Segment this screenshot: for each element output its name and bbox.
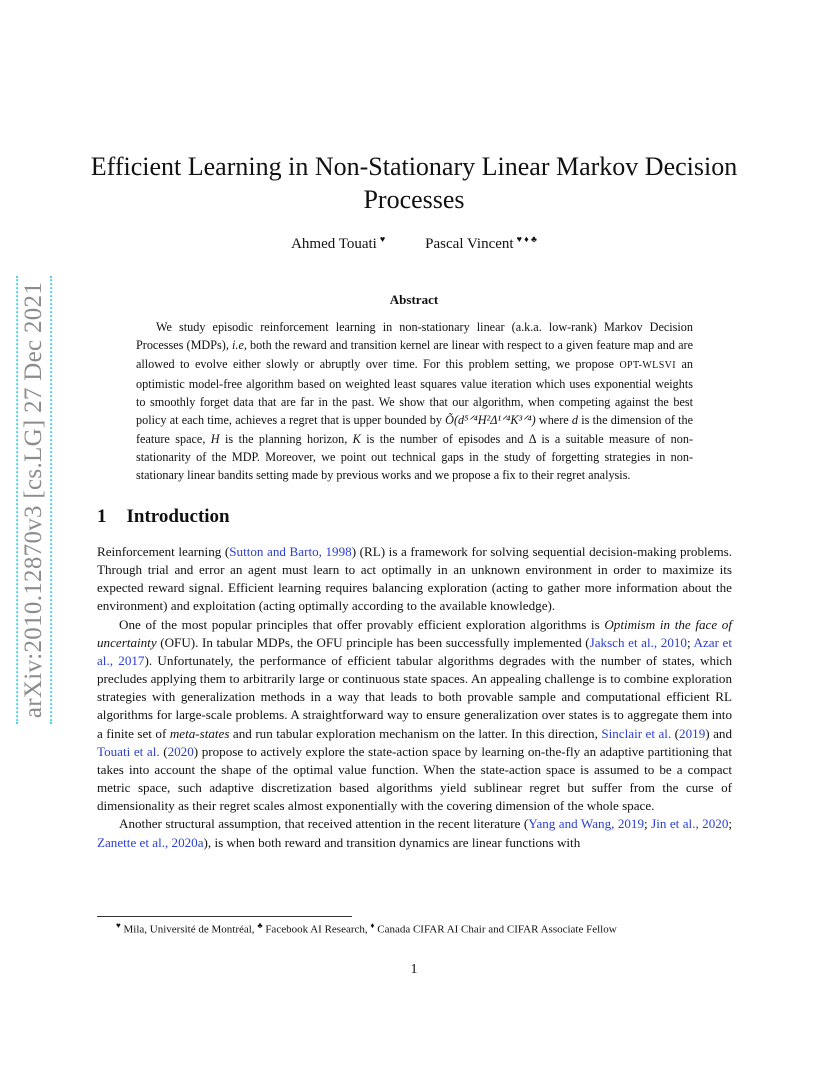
citation-link[interactable]: Sutton and Barto, 1998 xyxy=(229,544,352,559)
math-symbol: K xyxy=(352,431,361,446)
text-run: Another structural assumption, that received attention in the recent literature ( xyxy=(119,816,529,832)
author-list xyxy=(80,234,748,253)
citation-link[interactable]: 2020 xyxy=(167,743,194,759)
text-run: is a suitable measure of non-stationarity of the MDP. Moreover, we point out technical gaps in the study of forgetting strategies in non-stationary linear bandits setting made by previous works and we propose a fix to their regret analysis. xyxy=(136,431,694,483)
text-run: Facebook AI Research, xyxy=(262,923,371,936)
citation-link[interactable]: Zanette et al., 2020a xyxy=(97,834,204,850)
citation-link[interactable]: Touati et al. xyxy=(97,743,160,759)
section-number: 1 xyxy=(97,506,107,527)
text-run: and run tabular exploration mechanism on the latter. In this direction, xyxy=(229,725,602,741)
section-heading xyxy=(97,506,230,528)
author-1 xyxy=(291,234,385,253)
citation-link[interactable]: Jaksch et al., 2010 xyxy=(589,634,687,650)
author-2 xyxy=(425,234,537,253)
algorithm-name: OPT-WLSVI xyxy=(619,359,677,371)
text-run: is the number of episodes and xyxy=(360,431,529,446)
text-run: Mila, Université de Montréal, xyxy=(120,923,258,936)
text-run: Reinforcement learning ( xyxy=(97,544,230,559)
arxiv-identifier-stamp xyxy=(14,240,54,760)
paragraph xyxy=(97,815,732,851)
author-name: Ahmed Touati xyxy=(291,236,377,252)
paper-title: Efficient Learning in Non-Stationary Linear Markov Decision Processes xyxy=(90,152,738,214)
text-run: ), is when both reward and transition dynamics are linear functions with xyxy=(203,834,581,850)
text-run: and xyxy=(709,725,732,741)
text-run: ; xyxy=(728,816,733,832)
emphasis: meta-states xyxy=(169,725,230,741)
affiliation-mark: ♦ xyxy=(370,921,375,930)
paragraph xyxy=(97,543,732,616)
text-run: We study episodic reinforcement learning in non-stationary linear (a.k.a. low-rank) Markov Decision Processes (MDPs), xyxy=(136,320,693,353)
abstract-text xyxy=(136,318,693,485)
text-run: , both the reward and transition kernel are linear with respect to a given feature map and are allowed to evolve either slowly or abruptly over time. For this problem setting, we propose xyxy=(136,338,693,371)
abstract-heading: Abstract xyxy=(389,292,439,307)
text-run: ) (RL) is a framework for solving sequential decision-making problems. Through trial and error an agent must learn to act optimally in an unknown environment in order to maximize its expected reward signal. Efficient learning requires balancing exploration (acting to gather more information about the environment) and exploitation (acting optimally according to the available knowledge). xyxy=(97,544,732,614)
text-run: One of the most popular principles that offer provably efficient exploration algorithms is xyxy=(119,616,605,632)
text-run: (OFU). In tabular MDPs, the OFU principle has been successfully implemented ( xyxy=(156,634,590,650)
introduction-body xyxy=(97,543,732,852)
citation-link[interactable]: Yang and Wang, 2019 xyxy=(528,816,645,832)
author-name: Pascal Vincent xyxy=(425,236,514,252)
text-run: ; xyxy=(686,634,694,650)
footnote-divider xyxy=(97,916,352,917)
paragraph: One of the most popular principles that offer provably efficient exploration algorithms is Optimism in the face of uncertainty (OFU). In tabular MDPs, the OFU principle has been successfully implemented (Jaksch et al., 2010; Azar et al., 2017). Unfortunately, the performance of efficient tabular algorithms degrades with the number of states, which precludes applying them to arbitrarily large or continuous state spaces. An appealing challenge is to combine exploration strategies with generalization methods in a way that leads to both provable sample and computational efficient RL algorithms for large-scale problems. A straightforward way to ensure generalization over states is to aggregate them into a finite set of meta-states and run tabular exploration mechanism on the latter. In this direction, Sinclair et al. (2019) and Touati et al. (2020) propose to actively explore the state-action space by learning on-the-fly an adaptive partitioning that takes into account the shape of the optimal value function. When the state-action space is assumed to be a compact metric space, such adaptive discretization based algorithms yield sublinear regret but suffer from the curse of dimensionality as their regret scales almost exponentially with the covering dimension of the whole space. xyxy=(97,616,732,814)
affiliation-footnote xyxy=(116,921,617,936)
math-symbol: H xyxy=(210,431,220,446)
affiliation-mark: ♣ xyxy=(257,921,263,930)
citation-link[interactable]: Sinclair et al. xyxy=(601,725,672,741)
text-run: Canada CIFAR AI Chair and CIFAR Associate Fellow xyxy=(374,923,617,936)
affiliation-marks: ♥ xyxy=(379,234,386,244)
citation-link[interactable]: Azar et al., 2017 xyxy=(97,634,732,668)
text-run: is the planning horizon, xyxy=(219,431,353,446)
citation-link[interactable]: 2019 xyxy=(679,725,706,741)
emphasis: i.e xyxy=(232,338,244,353)
text-run: an optimistic model-free algorithm based on weighted least squares value iteration which uses exponential weights to smoothly forget data that are far in the past. We show that our algorithm, when competing against the best policy at each time, achieves a regret that is upper bounded by xyxy=(136,356,693,428)
text-run: ; xyxy=(644,816,652,832)
citation-link[interactable]: Jin et al., 2020 xyxy=(651,816,729,832)
regret-bound-math: Õ(d⁵ᐟ⁴H²Δ¹ᐟ⁴K³ᐟ⁴) xyxy=(445,413,536,428)
emphasis: Optimism in the face of uncertainty xyxy=(97,616,732,650)
page-number: 1 xyxy=(410,962,418,977)
arxiv-identifier-text: arXiv:2010.12870v3 [cs.LG] 27 Dec 2021 xyxy=(16,276,52,724)
text-run: where xyxy=(535,413,572,428)
affiliation-mark: ♥ xyxy=(116,921,121,930)
section-title: Introduction xyxy=(126,506,230,527)
text-run: ). Unfortunately, the performance of efficient tabular algorithms degrades with the number of states, which precludes applying them to arbitrarily large or continuous state spaces. An appealing challenge is to combine exploration strategies with generalization methods in a way that leads to both provable sample and computational efficient RL algorithms for large-scale problems. A straightforward way to ensure generalization over states is to aggregate them into a finite set of xyxy=(97,652,732,741)
math-symbol: Δ xyxy=(528,431,536,446)
text-run: propose to actively explore the state-action space by learning on-the-fly an adaptive partitioning that takes into account the shape of the optimal value function. When the state-action space is assumed to be a compact metric space, such adaptive discretization based algorithms yield sublinear regret but suffer from the curse of dimensionality as their regret scales almost exponentially with the covering dimension of the whole space. xyxy=(97,743,732,814)
math-symbol: d xyxy=(571,413,578,428)
affiliation-marks: ♥ ♦ ♣ xyxy=(516,234,537,244)
text-run: is the dimension of the feature space, xyxy=(136,413,693,446)
